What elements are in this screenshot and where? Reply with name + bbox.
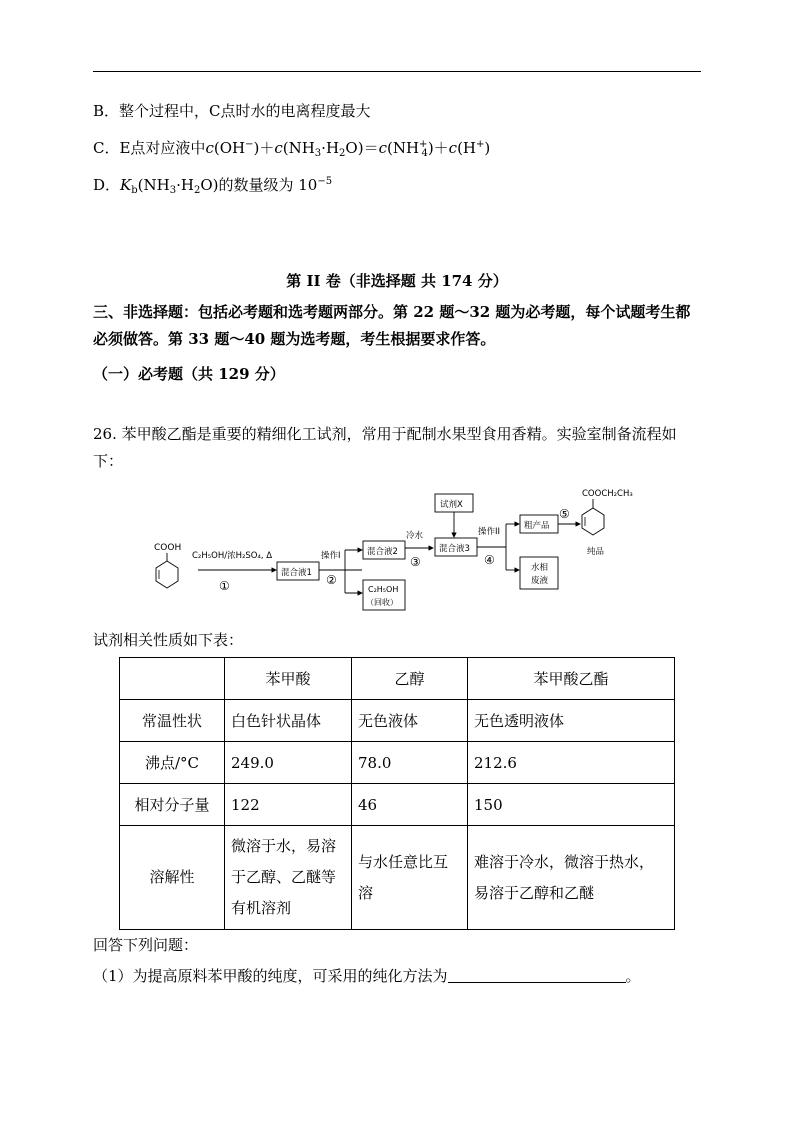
option-b: B．整个过程中，C点时水的电离程度最大 (93, 102, 371, 120)
step1-reagent: C₂H₅OH/浓H₂SO₄, Δ (192, 551, 273, 561)
table-row (120, 826, 675, 930)
op1-label: 操作I (321, 551, 341, 561)
op2-label: 操作II (478, 527, 501, 537)
table-row (120, 784, 675, 826)
table-cell: 与水任意比互溶 (352, 826, 468, 930)
header-cell: 苯甲酸乙酯 (468, 658, 675, 700)
table-cell: 150 (468, 784, 675, 826)
section-title: 第 II 卷（非选择题 共 174 分） (286, 272, 508, 290)
table-cell: 白色针状晶体 (225, 700, 352, 742)
header-rule (93, 71, 701, 72)
reagent-x-box: 试剂X (440, 500, 463, 510)
table-cell: 46 (352, 784, 468, 826)
table-row (120, 700, 675, 742)
step2-number: ② (326, 573, 337, 587)
table-cell: 122 (225, 784, 352, 826)
step4-number: ④ (484, 553, 495, 567)
mix3-box: 混合液3 (439, 544, 470, 554)
waste-line1: 水相 (531, 563, 549, 573)
cooh-label: COOH (154, 543, 182, 553)
table-cell: 212.6 (468, 742, 675, 784)
step1-number: ① (219, 579, 230, 593)
table-cell: 微溶于水，易溶于乙醇、乙醚等有机溶剂 (225, 826, 352, 930)
option-d: D．$K_b(NH_3\cdot H_2O)$的数量级为 $10^{-5}$ (93, 176, 333, 196)
table-row (120, 742, 675, 784)
pure-product-label: 纯品 (587, 547, 605, 557)
option-c: C．E点对应液中$c(OH^-)+c(NH_3\cdot H_2O)=c(NH^+_4)+c(H^+)$ (93, 139, 491, 159)
reagent-properties-table (119, 657, 675, 930)
row-label: 常温性状 (120, 700, 225, 742)
cold-water-label: 冷水 (406, 531, 424, 541)
table-cell: 78.0 (352, 742, 468, 784)
recover-line1: C₂H₅OH (368, 585, 399, 594)
subsection-title: （一）必考题（共 129 分） (93, 365, 285, 383)
row-label: 相对分子量 (120, 784, 225, 826)
question-intro: 26. 苯甲酸乙酯是重要的精细化工试剂，常用于配制水果型食用香精。实验室制备流程如下： (93, 425, 677, 470)
table-cell: 难溶于冷水，微溶于热水，易溶于乙醇和乙醚 (468, 826, 675, 930)
header-cell: 苯甲酸 (225, 658, 352, 700)
step5-number: ⑤ (559, 507, 570, 521)
waste-line2: 废液 (531, 576, 549, 586)
mix2-box: 混合液2 (367, 547, 398, 557)
table-cell: 无色透明液体 (468, 700, 675, 742)
table-caption: 试剂相关性质如下表： (93, 631, 244, 649)
product-group-label: COOCH₂CH₃ (582, 489, 633, 499)
header-cell (120, 658, 225, 700)
recover-line2: （回收） (366, 598, 398, 607)
flowchart (140, 482, 660, 622)
step3-number: ③ (410, 555, 421, 569)
question-1: （1）为提高原料苯甲酸的纯度，可采用的纯化方法为 。 (93, 967, 641, 985)
table-cell: 249.0 (225, 742, 352, 784)
answer-prompt: 回答下列问题： (93, 936, 199, 954)
table-header-row (120, 658, 675, 700)
row-label: 沸点/°C (120, 742, 225, 784)
section-instructions: 三、非选择题：包括必考题和选考题两部分。第 22 题～32 题为必考题，每个试题考生都必须做答。第 33 题～40 题为选考题，考生根据要求作答。 (93, 303, 691, 348)
table-cell: 无色液体 (352, 700, 468, 742)
crude-box: 粗产品 (524, 521, 550, 531)
header-cell: 乙醇 (352, 658, 468, 700)
row-label: 溶解性 (120, 826, 225, 930)
mix1-box: 混合液1 (281, 568, 312, 578)
answer-blank[interactable] (448, 968, 626, 983)
